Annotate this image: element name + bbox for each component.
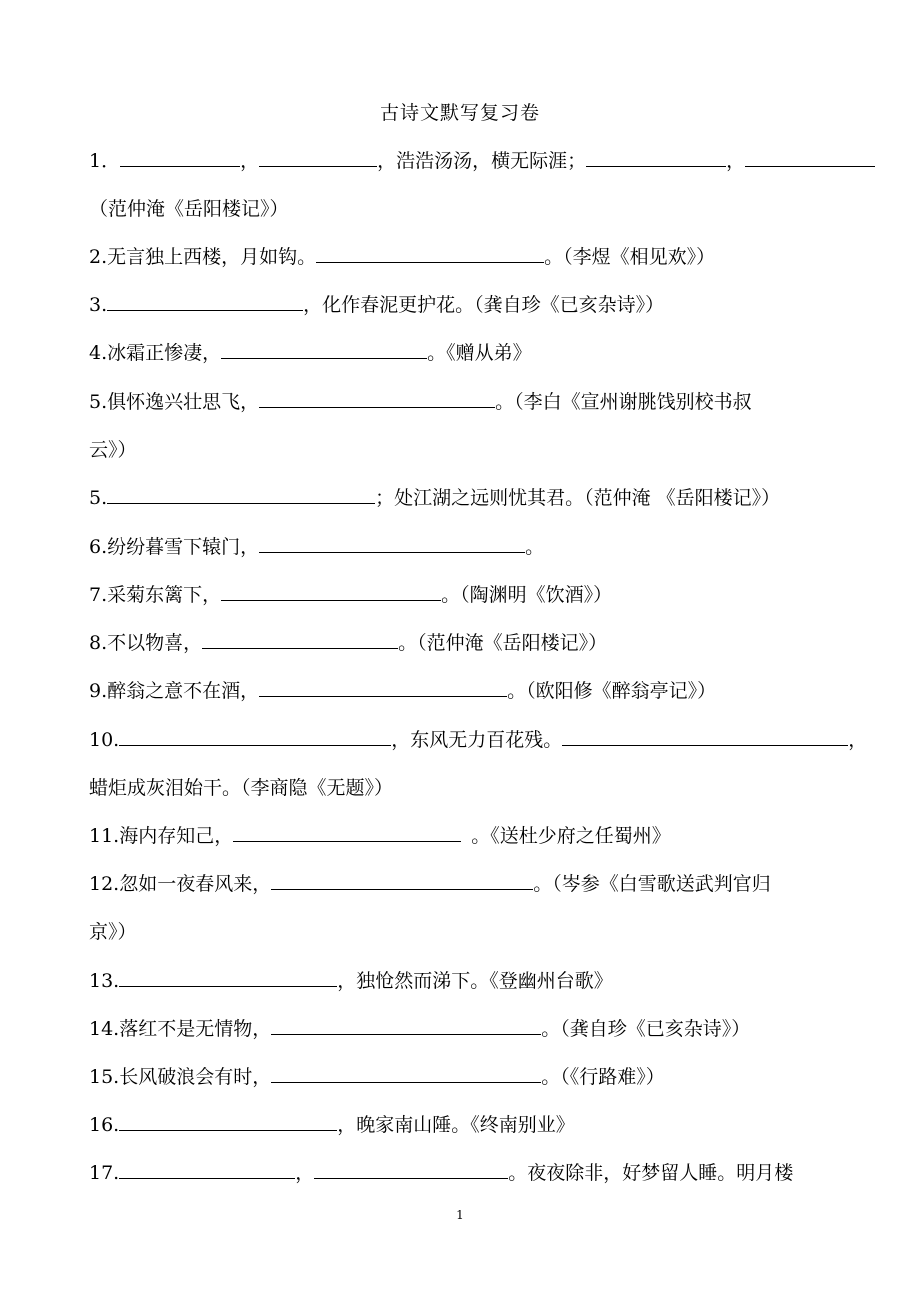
answer-blank[interactable] (259, 534, 525, 553)
answer-blank[interactable] (202, 630, 398, 649)
question-7: 7.采菊东篱下， 。（陶渊明《饮酒》） (89, 584, 613, 606)
question-4: 4.冰霜正惨凄， 。《赠从弟》 (89, 342, 532, 364)
answer-blank[interactable] (107, 292, 303, 311)
answer-blank[interactable] (745, 148, 875, 167)
question-11: 11.海内存知己， 。《送杜少府之任蜀州》 (89, 825, 671, 847)
answer-blank[interactable] (271, 871, 533, 890)
question-3: 3. ，化作春泥更护花。（龚自珍《已亥杂诗》） (89, 294, 665, 316)
question-9: 9.醉翁之意不在酒， 。（欧阳修《醉翁亭记》） (89, 680, 717, 702)
answer-blank[interactable] (271, 1064, 541, 1083)
answer-blank[interactable] (259, 678, 507, 697)
question-5a-cont: 云》） (89, 439, 137, 461)
answer-blank[interactable] (119, 1112, 337, 1131)
question-17: 17. ， 。夜夜除非，好梦留人睡。明月楼 (89, 1162, 794, 1184)
question-14: 14.落红不是无情物， 。（龚自珍《已亥杂诗》） (89, 1018, 751, 1040)
answer-blank[interactable] (119, 1160, 295, 1179)
question-2: 2.无言独上西楼，月如钩。 。（李煜《相见欢》） (89, 246, 716, 268)
question-5b: 5. ；处江湖之远则忧其君。（范仲淹 《岳阳楼记》） (89, 487, 781, 509)
question-16: 16. ，晚家南山陲。《终南别业》 (89, 1114, 575, 1136)
question-6: 6.纷纷暮雪下辕门， 。 (89, 536, 545, 558)
question-15: 15.长风破浪会有时， 。（《行路难》） (89, 1066, 665, 1088)
answer-blank[interactable] (233, 823, 461, 842)
answer-blank[interactable] (314, 1160, 508, 1179)
page-title: 古诗文默写复习卷 (379, 102, 540, 124)
question-12-cont: 京》） (89, 921, 137, 943)
question-1: 1． ， ，浩浩汤汤，横无际涯； ， (89, 148, 920, 174)
answer-blank[interactable] (259, 148, 377, 167)
answer-blank[interactable] (586, 148, 726, 167)
question-12: 12.忽如一夜春风来， 。（岑参《白雪歌送武判官归 (89, 873, 771, 895)
answer-blank[interactable] (119, 727, 391, 746)
answer-blank[interactable] (316, 244, 544, 263)
question-1-source: （范仲淹《岳阳楼记》） (89, 198, 289, 220)
answer-blank[interactable] (562, 727, 848, 746)
answer-blank[interactable] (119, 968, 337, 987)
page-number: 1 (456, 1208, 464, 1222)
question-5a: 5.俱怀逸兴壮思飞， 。（李白《宣州谢朓饯别校书叔 (89, 391, 752, 413)
answer-blank[interactable] (259, 389, 495, 408)
question-8: 8.不以物喜， 。（范仲淹《岳阳楼记》） (89, 632, 608, 654)
answer-blank[interactable] (221, 582, 441, 601)
answer-blank[interactable] (120, 148, 240, 167)
answer-blank[interactable] (221, 340, 427, 359)
question-10-cont: 蜡炬成灰泪始干。（李商隐《无题》） (89, 777, 394, 799)
answer-blank[interactable] (107, 485, 375, 504)
question-13: 13. ，独怆然而涕下。《登幽州台歌》 (89, 970, 613, 992)
answer-blank[interactable] (271, 1016, 541, 1035)
question-10: 10. ，东风无力百花残。 ， (89, 729, 868, 751)
